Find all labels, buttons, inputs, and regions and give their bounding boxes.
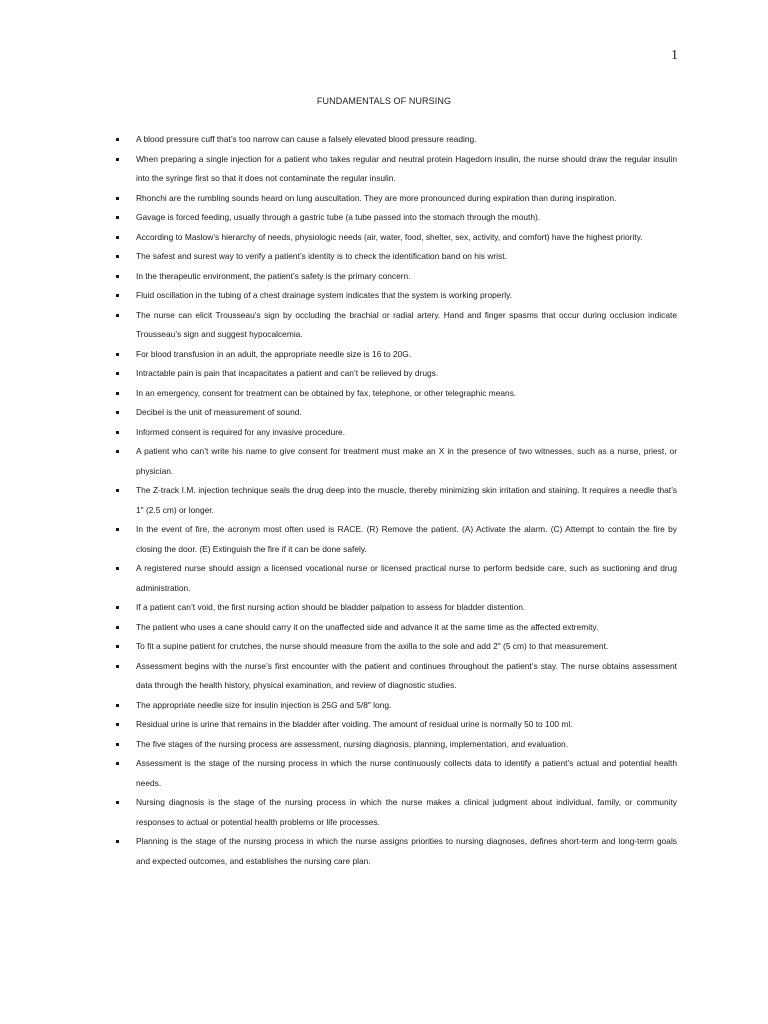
bullet-marker-icon bbox=[116, 158, 119, 161]
document-title: FUNDAMENTALS OF NURSING bbox=[316, 96, 452, 106]
bullet-marker-icon bbox=[116, 392, 119, 395]
list-item-text: In an emergency, consent for treatment can be obtained by fax, telephone, or other telegraphic means. bbox=[136, 387, 517, 398]
list-item-text: Gavage is forced feeding, usually through a gastric tube (a tube passed into the stomach through the mouth). bbox=[136, 212, 541, 222]
bullet-marker-icon bbox=[116, 528, 119, 531]
bullet-marker-icon bbox=[116, 255, 119, 258]
bullet-marker-icon bbox=[116, 704, 119, 707]
list-item-text: When preparing a single injection for a patient who takes regular and neutral protein Hagedorn insulin, the nurse should draw the regular insulin into the syringe first so that it does not contaminate the regular insulin. bbox=[136, 153, 677, 183]
list-item-text: A patient who can’t write his name to give consent for treatment must make an X in the presence of two witnesses, such as a nurse, priest, or physician. bbox=[136, 446, 677, 476]
list-item-text: Decibel is the unit of measurement of sound. bbox=[136, 407, 302, 417]
bullet-marker-icon bbox=[116, 801, 119, 804]
bullet-list bbox=[0, 130, 768, 871]
list-item-text: For blood transfusion in an adult, the appropriate needle size is 16 to 20G. bbox=[136, 348, 412, 359]
list-item-text: Intractable pain is pain that incapacitates a patient and can’t be relieved by drugs. bbox=[136, 368, 439, 378]
list-item-text: In the event of fire, the acronym most often used is RACE. (R) Remove the patient. (A) Activate the alarm. (C) Attempt to contain the fire by closing the door. (E) Extinguish the fire if it can be done safely. bbox=[136, 524, 677, 554]
bullet-marker-icon bbox=[116, 353, 119, 356]
list-item bbox=[0, 130, 677, 150]
list-item bbox=[0, 793, 677, 832]
list-item bbox=[0, 306, 677, 345]
list-item bbox=[0, 228, 677, 248]
bullet-marker-icon bbox=[116, 275, 119, 278]
list-item-text: Fluid oscillation in the tubing of a chest drainage system indicates that the system is working properly. bbox=[136, 290, 512, 300]
bullet-marker-icon bbox=[116, 372, 119, 375]
bullet-marker-icon bbox=[116, 431, 119, 434]
list-item-text: Rhonchi are the rumbling sounds heard on lung auscultation. They are more pronounced during expiration than during inspiration. bbox=[136, 192, 617, 203]
list-item-text: Planning is the stage of the nursing process in which the nurse assigns priorities to nursing diagnoses, defines short-term and long-term goals and expected outcomes, and establishes the nursing care plan. bbox=[136, 836, 677, 866]
list-item bbox=[0, 832, 677, 871]
list-item bbox=[0, 403, 677, 423]
list-item-text: Assessment begins with the nurse’s first encounter with the patient and continues throughout the patient’s stay. The nurse obtains assessment data through the health history, physical examination, and review of diagnostic studies. bbox=[136, 660, 677, 690]
list-item bbox=[0, 423, 677, 443]
list-item bbox=[0, 247, 677, 267]
bullet-marker-icon bbox=[116, 138, 119, 141]
bullet-marker-icon bbox=[116, 723, 119, 726]
list-item-text: A blood pressure cuff that’s too narrow can cause a falsely elevated blood pressure reading. bbox=[136, 134, 477, 144]
list-item bbox=[0, 189, 677, 209]
bullet-marker-icon bbox=[116, 626, 119, 629]
list-item-text: Informed consent is required for any invasive procedure. bbox=[136, 426, 346, 437]
list-item bbox=[0, 286, 677, 306]
list-item-text: The nurse can elicit Trousseau’s sign by occluding the brachial or radial artery. Hand and finger spasms that occur during occlusion indicate Trousseau’s sign and suggest hypocalcemia. bbox=[136, 309, 677, 339]
bullet-marker-icon bbox=[116, 489, 119, 492]
bullet-marker-icon bbox=[116, 606, 119, 609]
list-item bbox=[0, 696, 677, 716]
page-number: 1 bbox=[671, 48, 678, 63]
list-item-text: The appropriate needle size for insulin injection is 25G and 5/8" long. bbox=[136, 699, 392, 710]
list-item bbox=[0, 442, 677, 481]
list-item-text: Residual urine is urine that remains in the bladder after voiding. The amount of residual urine is normally 50 to 100 ml. bbox=[136, 719, 573, 729]
list-item bbox=[0, 208, 677, 228]
list-item-text: According to Maslow’s hierarchy of needs, physiologic needs (air, water, food, shelter, sex, activity, and comfort) have the highest priority. bbox=[136, 231, 643, 242]
list-item bbox=[0, 345, 677, 365]
list-item bbox=[0, 754, 677, 793]
list-item bbox=[0, 618, 677, 638]
bullet-marker-icon bbox=[116, 450, 119, 453]
bullet-marker-icon bbox=[116, 567, 119, 570]
list-item bbox=[0, 481, 677, 520]
bullet-marker-icon bbox=[116, 645, 119, 648]
bullet-marker-icon bbox=[116, 411, 119, 414]
list-item bbox=[0, 559, 677, 598]
list-item-text: The safest and surest way to verify a patient’s identity is to check the identification band on his wrist. bbox=[136, 251, 507, 261]
list-item bbox=[0, 267, 677, 287]
list-item-text: Assessment is the stage of the nursing process in which the nurse continuously collects data to identify a patient’s actual and potential health needs. bbox=[136, 758, 677, 788]
list-item bbox=[0, 715, 677, 735]
list-item-text: If a patient can’t void, the first nursing action should be bladder palpation to assess for bladder distention. bbox=[136, 602, 526, 612]
list-item-text: The patient who uses a cane should carry it on the unaffected side and advance it at the same time as the affected extremity. bbox=[136, 621, 599, 632]
list-item bbox=[0, 384, 677, 404]
bullet-marker-icon bbox=[116, 314, 119, 317]
list-item bbox=[0, 657, 677, 696]
list-item-text: A registered nurse should assign a licensed vocational nurse or licensed practical nurse to perform bedside care, such as suctioning and drug administration. bbox=[136, 563, 677, 593]
list-item bbox=[0, 520, 677, 559]
list-item-text: In the therapeutic environment, the patient’s safety is the primary concern. bbox=[136, 270, 411, 281]
list-item-text: The five stages of the nursing process are assessment, nursing diagnosis, planning, implementation, and evaluation. bbox=[136, 738, 569, 749]
bullet-marker-icon bbox=[116, 743, 119, 746]
list-item bbox=[0, 637, 677, 657]
bullet-marker-icon bbox=[116, 840, 119, 843]
list-item bbox=[0, 735, 677, 755]
bullet-marker-icon bbox=[116, 294, 119, 297]
bullet-marker-icon bbox=[116, 665, 119, 668]
bullet-marker-icon bbox=[116, 236, 119, 239]
list-item bbox=[0, 364, 677, 384]
bullet-marker-icon bbox=[116, 216, 119, 219]
list-item-text: Nursing diagnosis is the stage of the nursing process in which the nurse makes a clinical judgment about individual, family, or community responses to actual or potential health problems or life processes. bbox=[136, 797, 677, 827]
list-item bbox=[0, 150, 677, 189]
bullet-marker-icon bbox=[116, 762, 119, 765]
list-item bbox=[0, 598, 677, 618]
bullet-marker-icon bbox=[116, 197, 119, 200]
list-item-text: The Z-track I.M. injection technique seals the drug deep into the muscle, thereby minimizing skin irritation and staining. It requires a needle that’s 1" (2.5 cm) or longer. bbox=[136, 485, 677, 515]
list-item-text: To fit a supine patient for crutches, the nurse should measure from the axilla to the sole and add 2" (5 cm) to that measurement. bbox=[136, 641, 609, 651]
